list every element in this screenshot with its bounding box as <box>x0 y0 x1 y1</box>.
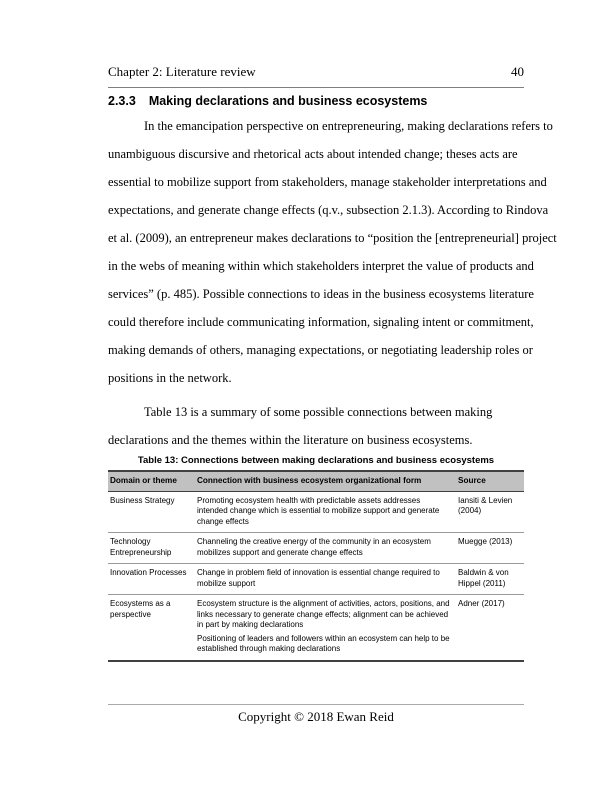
cell-paragraph: Promoting ecosystem health with predictable assets addresses intended change which is essential to mobilize support and generate change effects <box>197 495 440 526</box>
body-line: making demands of others, managing expectations, or negotiating leadership roles or <box>108 343 533 357</box>
cell-paragraph: Positioning of leaders and followers within an ecosystem can help to be established through making declarations <box>197 633 450 653</box>
body-line: could therefore include communicating information, signaling intent or commitment, <box>108 315 534 329</box>
cell-paragraph: Ecosystem structure is the alignment of activities, actors, positions, and links necessary to generate change effects; alignment can be achieved in part by making declarations <box>197 599 450 629</box>
body-line: services” (p. 485). Possible connections to ideas in the business ecosystems literature <box>108 287 534 301</box>
cell-domain: Business Strategy <box>110 495 175 505</box>
body-line: et al. (2009), an entrepreneur makes declarations to “position the [entrepreneurial] project <box>108 231 557 245</box>
table-13-container <box>108 470 524 662</box>
body-line: expectations, and generate change effects (q.v., subsection 2.1.3). According to Rindova <box>108 203 549 217</box>
cell-connection <box>195 533 456 564</box>
column-header-domain: Domain or theme <box>108 471 195 491</box>
paragraph-1 <box>108 112 557 392</box>
copyright-notice: Copyright © 2018 Ewan Reid <box>238 709 394 724</box>
table-row <box>108 564 524 595</box>
page-footer <box>108 704 524 725</box>
body-line: in the webs of meaning within which stakeholders interpret the value of products and <box>108 259 534 273</box>
cell-connection <box>195 491 456 533</box>
cell-paragraph: Change in problem field of innovation is essential change required to mobilize support <box>197 568 440 588</box>
cell-domain: Innovation Processes <box>108 564 195 595</box>
running-header <box>108 64 524 88</box>
body-line: unambiguous discursive and rhetorical acts about intended change; theses acts are <box>108 147 518 161</box>
body-line: In the emancipation perspective on entrepreneuring, making declarations refers to <box>144 119 553 133</box>
cell-source: Muegge (2013) <box>456 533 524 564</box>
section-title: Making declarations and business ecosystems <box>148 94 428 108</box>
table-row <box>108 533 524 564</box>
body-line: declarations and the themes within the literature on business ecosystems. <box>108 433 473 447</box>
column-header-source: Source <box>456 471 524 491</box>
cell-source: Iansiti & Levien (2004) <box>458 495 513 515</box>
cell-source: Baldwin & von Hippel (2011) <box>456 564 524 595</box>
cell-paragraph: Channeling the creative energy of the community in an ecosystem mobilizes support and generate change effects <box>197 537 431 557</box>
body-line: essential to mobilize support from stakeholders, manage stakeholder interpretations and <box>108 175 547 189</box>
page-number: 40 <box>511 64 524 79</box>
cell-connection <box>195 564 456 595</box>
table-header-row <box>108 471 524 491</box>
table-row <box>108 595 524 661</box>
table-13 <box>108 470 524 662</box>
section-heading <box>108 94 524 108</box>
body-line: positions in the network. <box>108 371 232 385</box>
section-number: 2.3.3 <box>108 94 136 108</box>
table-caption: Table 13: Connections between making declarations and business ecosystems <box>137 455 495 466</box>
running-header-title: Chapter 2: Literature review <box>108 64 256 79</box>
body-line: Table 13 is a summary of some possible connections between making <box>144 405 493 419</box>
table-row <box>108 491 524 533</box>
cell-domain: Technology Entrepreneurship <box>108 533 195 564</box>
paragraph-2 <box>108 398 524 454</box>
cell-source: Adner (2017) <box>456 595 524 661</box>
cell-domain: Ecosystems as a perspective <box>108 595 195 661</box>
column-header-connection: Connection with business ecosystem organizational form <box>195 471 456 491</box>
cell-connection <box>195 595 456 661</box>
